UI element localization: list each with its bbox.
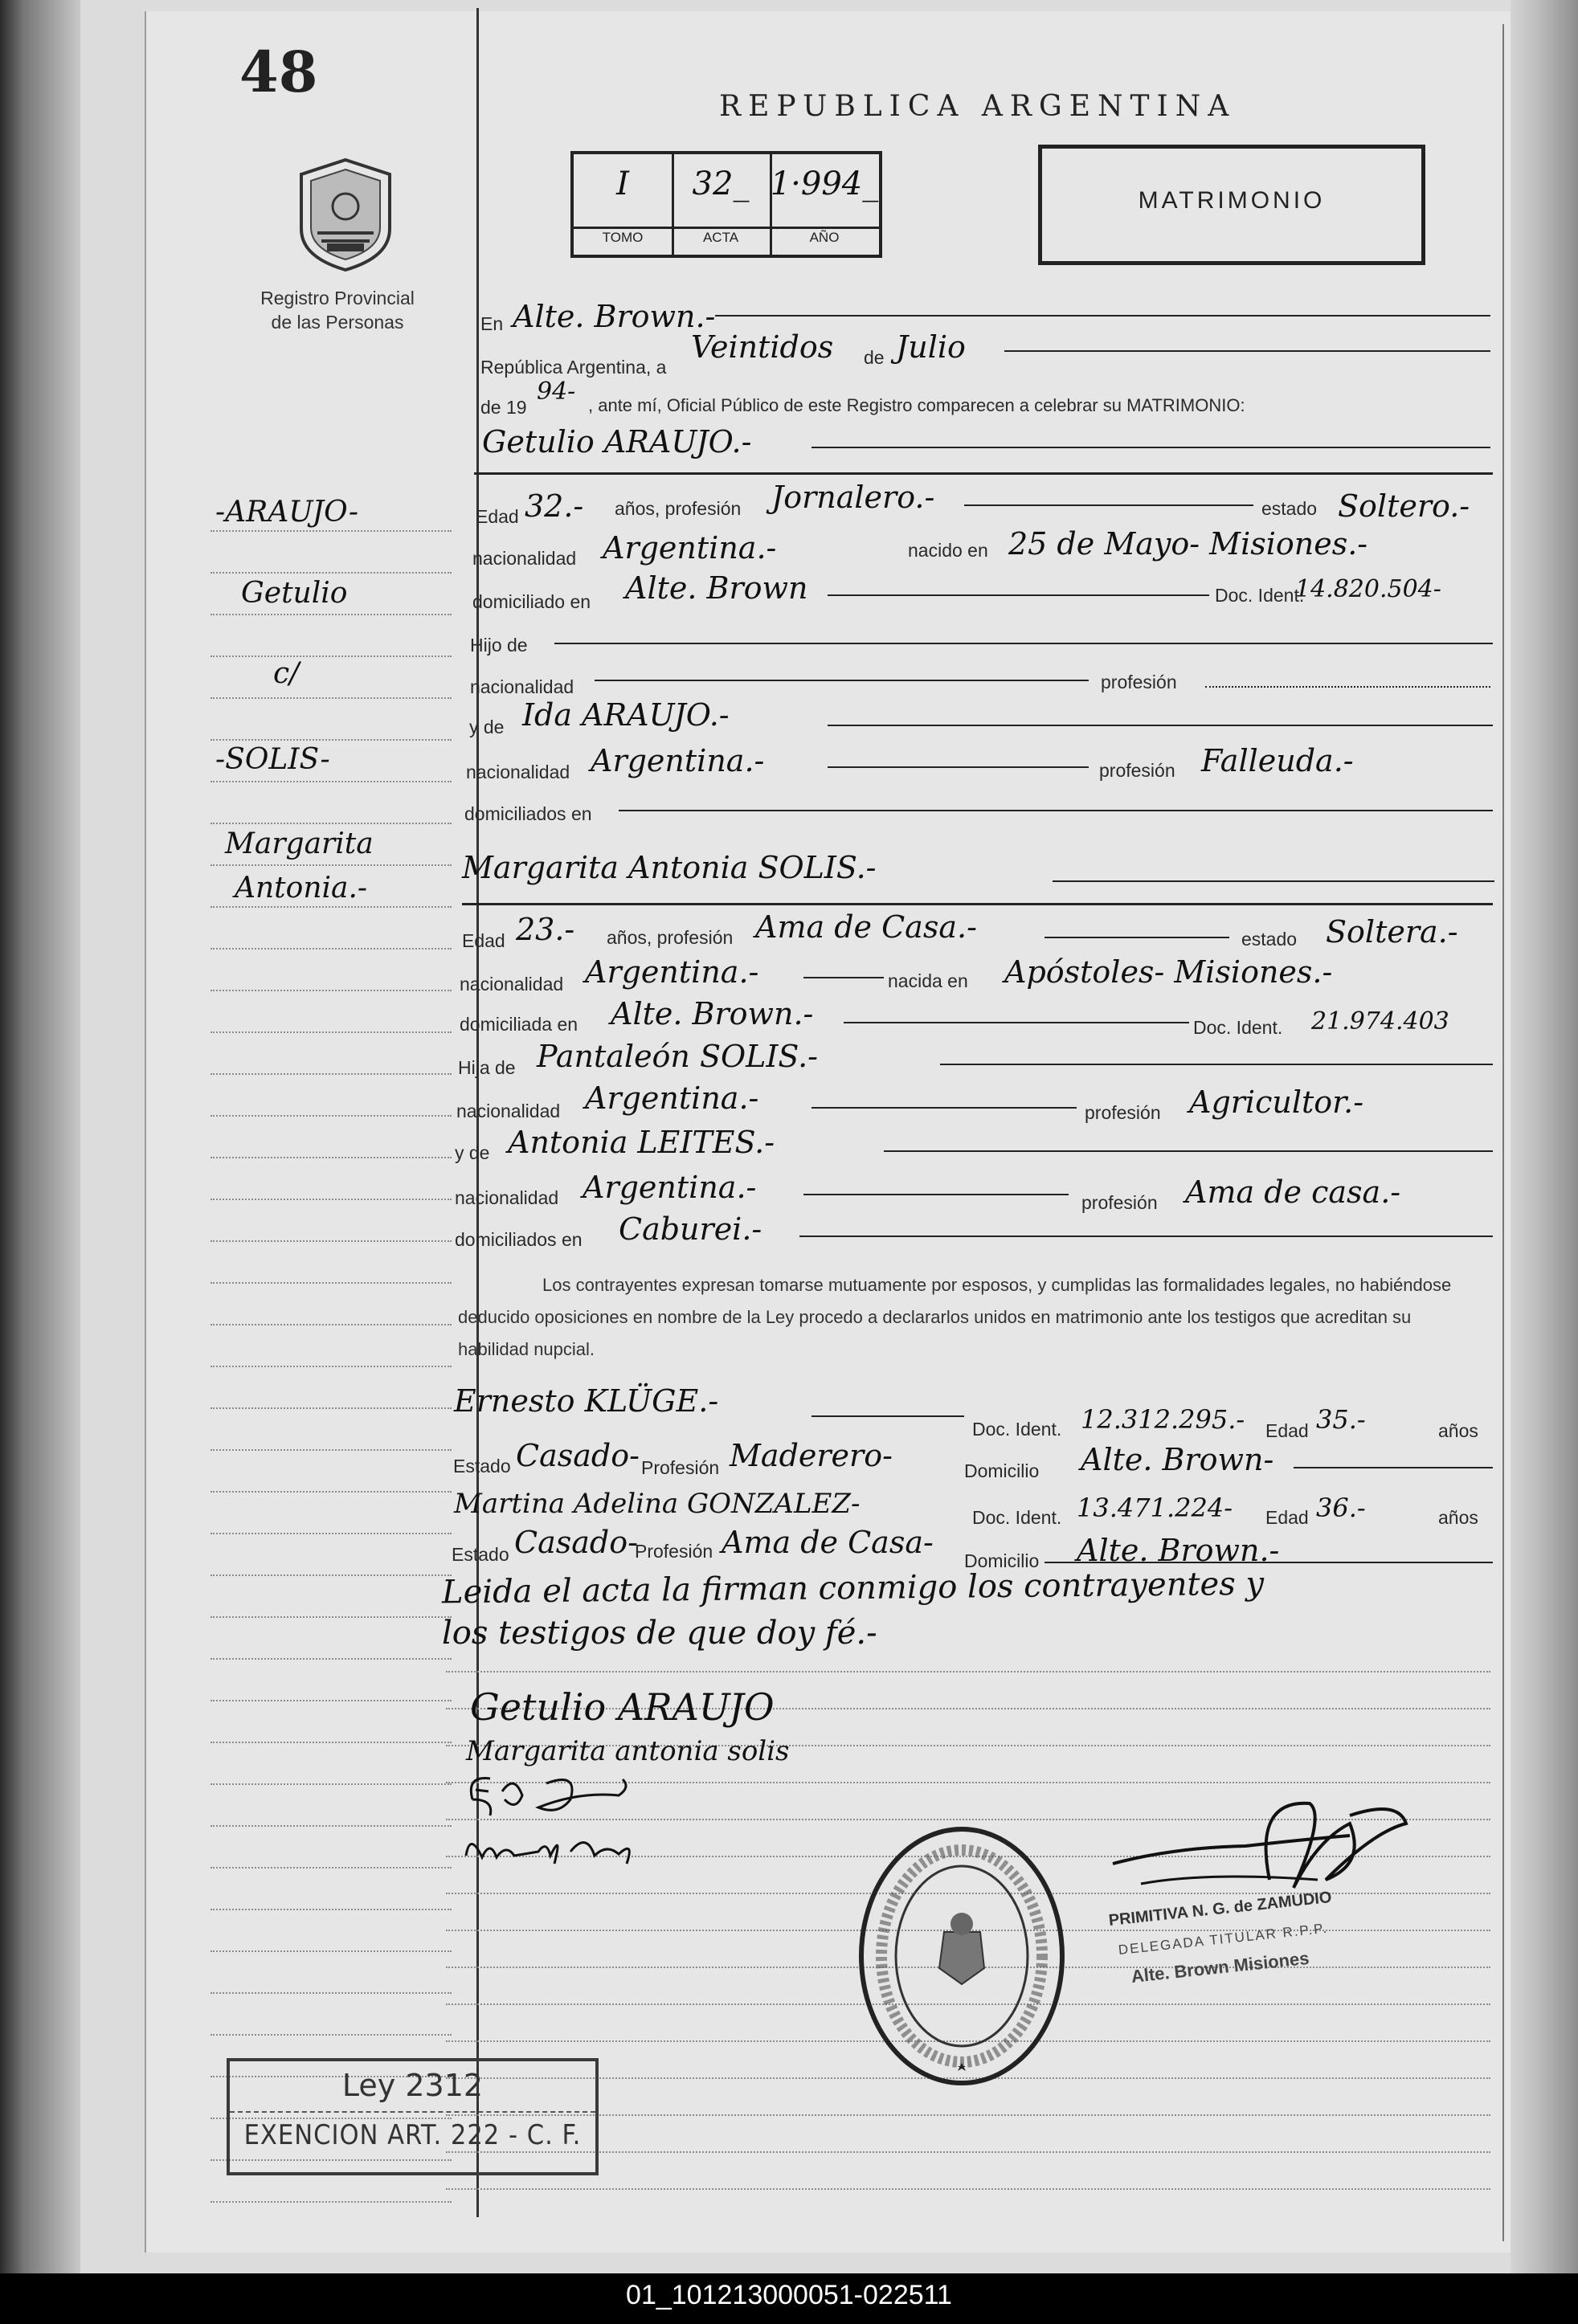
ruling-line [211,1157,452,1158]
ruling-line [211,864,452,866]
groom-edad-label: Edad [476,506,519,527]
bride-name: Margarita Antonia SOLIS.- [462,850,877,885]
ano-label: AÑO [809,230,840,245]
ruling-line [211,1031,452,1033]
bride-madre-label: y de [455,1142,490,1163]
ruling-line [211,614,452,615]
bride-doc-label: Doc. Ident. [1193,1017,1283,1038]
acta-value: 32_ [692,165,750,202]
ruling-line [211,1742,452,1743]
groom-madre-label: y de [469,717,505,737]
bride-domicilio: Alte. Brown.- [611,996,814,1031]
groom-prof2-label: profesión [1101,672,1177,692]
ruling-line [211,697,452,699]
ruling-line [211,1783,452,1785]
closing-line2: los testigos de que doy fé.- [442,1615,877,1652]
groom-domicilio-label: domiciliado en [472,591,591,612]
witness-doc-label: Doc. Ident. [972,1419,1062,1440]
book-binding [0,0,80,2273]
place-value: Alte. Brown.- [513,299,716,334]
witness-anos-label: años [1438,1420,1478,1441]
witness-domicilio: Alte. Brown- [1081,1442,1274,1477]
witness-name: Martina Adelina GONZALEZ- [454,1488,861,1520]
closing-line1: Leida el acta la firman conmigo los contrayentes y [441,1565,1265,1611]
margin-note: -ARAUJO- [215,496,359,529]
ruling-line [211,572,452,574]
witness-edad: 35.- [1316,1404,1366,1435]
margin-note: c/ [273,657,300,690]
bride-padre: Pantaleón SOLIS.- [537,1039,819,1074]
ruling-line [211,1533,452,1534]
witness-name: Ernesto KLÜGE.- [454,1383,719,1419]
witness-profesion: Maderero- [730,1438,893,1473]
witness-edad-label: Edad [1265,1420,1309,1441]
groom-nac2-label: nacionalidad [470,676,574,697]
witness-edad: 36.- [1316,1493,1366,1523]
acta-label: ACTA [702,230,739,245]
bride-prof3: Ama de casa.- [1185,1174,1401,1210]
ruling-line [211,2201,452,2203]
ruling-line [211,1073,452,1075]
witness-signatures-scribble [458,1767,731,1888]
place-prefix: En [480,313,504,334]
month-value: Julio [896,329,966,365]
bride-madre: Antonia LEITES.- [508,1125,775,1160]
groom-profesion: Jornalero.- [771,480,935,515]
scan-image-id: 01_101213000051-022511 [626,2280,952,2310]
ruling-line [446,1671,1490,1673]
ruling-line [211,656,452,657]
witness-anos-label: años [1438,1507,1478,1528]
ruling-line [211,1407,452,1409]
ruling-line [211,1240,452,1242]
ruling-line [211,1115,452,1117]
year-value: 94- [537,378,576,406]
bride-domicilio-label: domiciliada en [460,1014,578,1035]
groom-nacionalidad: Argentina.- [603,530,777,566]
signature-groom: Getulio ARAUJO [470,1685,775,1729]
record-type-label: MATRIMONIO [1138,187,1326,214]
groom-prof3-label: profesión [1099,760,1175,781]
witness-estado: Casado- [514,1525,638,1560]
ruling-line [211,1366,452,1367]
witness-estado-label: Estado [453,1456,511,1476]
ruling-line [446,2114,1490,2116]
ruling-line [211,1199,452,1200]
bride-doc: 21.974.403 [1311,1007,1449,1035]
registry-label [229,286,446,334]
ruling-line [211,530,452,532]
bride-domiciliados: Caburei.- [619,1211,762,1247]
ruling-line [211,1282,452,1284]
bride-prof3-label: profesión [1081,1192,1158,1213]
groom-nacionalidad-label: nacionalidad [472,548,577,569]
margin-note: Getulio [241,577,348,610]
stamp-exemption: EXENCION ART. 222 - C. F. [243,2119,582,2151]
groom-nacido-label: nacido en [908,540,988,561]
margin-note: -SOLIS- [215,743,330,776]
bride-nac2-label: nacionalidad [456,1101,561,1121]
bride-prof2: Agricultor.- [1189,1084,1364,1120]
ruling-line [211,2034,452,2036]
tomo-label: TOMO [602,230,644,245]
month-prefix: de [864,347,885,368]
right-margin-line [1502,24,1504,2241]
ruling-line [211,823,452,824]
groom-edad: 32.- [525,488,584,524]
bride-edad: 23.- [516,912,575,947]
witness-domicilio-label: Domicilio [964,1550,1040,1571]
delegate-name: PRIMITIVA N. G. de ZAMUDIO [1107,1888,1333,1930]
acta-cell [672,154,772,255]
ruling-line [211,1992,452,1994]
registry-round-seal-icon [856,1824,1069,2089]
tax-exemption-stamp [227,2058,599,2175]
ruling-line [211,1950,452,1952]
registry-line2: de las Personas [271,312,404,333]
tomo-acta-box [570,151,882,258]
witness-estado: Casado- [516,1438,640,1473]
ruling-line [211,906,452,908]
year-suffix: , ante mí, Oficial Público de este Registro comparecen a celebrar su MATRIMONIO: [588,395,1245,415]
declaration-paragraph: Los contrayentes expresan tomarse mutuamente por esposos, y cumplidas las formalidades legales, no habiéndose deducido oposiciones en nombre de la Ley procedo a declararlos unidos en matrimonio ante los testigos que acreditan su habilidad nupcial. [458,1275,1452,1359]
bride-nacionalidad-label: nacionalidad [460,974,564,995]
ruling-line [211,1700,452,1701]
ruling-line [211,1324,452,1325]
bride-nac3: Argentina.- [583,1170,757,1205]
tomo-value: I [616,165,629,202]
year-prefix: de 19 [480,397,527,418]
witness-doc-label: Doc. Ident. [972,1507,1062,1528]
ruling-line [211,1491,452,1493]
day-value: Veintidos [691,329,834,365]
groom-prof3: Falleuda.- [1201,743,1354,778]
bride-profesion: Ama de Casa.- [755,909,977,945]
margin-note: Margarita [225,827,374,860]
groom-estado-label: estado [1261,498,1318,519]
bride-nacionalidad: Argentina.- [585,954,759,990]
page-number: 48 [239,39,318,105]
ruling-line [211,1658,452,1660]
groom-domiciliados-label: domiciliados en [464,803,592,824]
bride-nacida-label: nacida en [888,970,968,991]
groom-name: Getulio ARAUJO.- [482,424,752,459]
witness-profesion: Ama de Casa- [722,1525,934,1560]
country-prefix: República Argentina, a [480,357,667,378]
delegate-role: DELEGADA TITULAR R.P.P. [1117,1920,1329,1958]
record-type-box [1038,145,1425,265]
ruling-line [211,1825,452,1827]
ruling-line [211,1575,452,1576]
bride-edad-label: Edad [462,930,505,951]
ano-cell [770,154,879,255]
witness-domicilio-label: Domicilio [964,1460,1040,1481]
registry-line1: Registro Provincial [260,288,415,308]
groom-doc-label: Doc. Ident. [1215,585,1305,606]
ano-value: 1·994_ [770,165,879,202]
groom-estado: Soltero.- [1338,488,1470,524]
ruling-line [211,990,452,991]
witness-doc: 12.312.295.- [1081,1404,1245,1435]
bride-prof2-label: profesión [1085,1102,1161,1123]
delegate-place: Alte. Brown Misiones [1130,1947,1310,1987]
margin-note: Antonia.- [235,872,368,905]
witness-doc: 13.471.224- [1077,1493,1233,1523]
witness-domicilio: Alte. Brown.- [1077,1533,1280,1568]
bride-nac2: Argentina.- [585,1080,759,1116]
groom-hijo-label: Hijo de [470,635,528,656]
groom-nac3: Argentina.- [591,743,765,778]
groom-anos-profesion-label: años, profesión [615,498,742,519]
bride-anos-profesion-label: años, profesión [607,927,734,948]
ruling-line [211,1616,452,1618]
bride-estado-label: estado [1241,929,1298,950]
groom-nacido: 25 de Mayo- Misiones.- [1008,526,1368,562]
ruling-line [211,1449,452,1451]
page-edge-shadow [1511,0,1578,2273]
bride-nacida: Apóstoles- Misiones.- [1004,954,1333,990]
header-title: REPUBLICA ARGENTINA [719,90,1237,123]
groom-doc: 14.820.504- [1295,575,1441,603]
groom-nac3-label: nacionalidad [466,762,570,782]
stamp-law: Ley 2312 [341,2068,484,2103]
signature-bride: Margarita antonia solis [466,1735,790,1767]
groom-madre: Ida ARAUJO.- [522,697,730,733]
ruling-line [211,1867,452,1869]
ruling-line [211,948,452,950]
tomo-cell [574,154,674,255]
bride-domiciliados-label: domiciliados en [455,1229,583,1250]
witness-profesion-label: Profesión [641,1457,720,1478]
witness-profesion-label: Profesión [635,1541,713,1562]
witness-estado-label: Estado [452,1544,509,1565]
ruling-line [446,2188,1490,2190]
ruling-line [211,1909,452,1910]
ruling-line [446,2151,1490,2153]
bride-estado: Soltera.- [1326,914,1458,950]
bride-hija-label: Hija de [458,1057,516,1078]
bride-nac3-label: nacionalidad [455,1187,559,1208]
ruling-line [211,739,452,741]
provincial-seal-icon [293,157,398,273]
ruling-line [211,781,452,782]
witness-edad-label: Edad [1265,1507,1309,1528]
groom-domicilio: Alte. Brown [625,570,808,606]
